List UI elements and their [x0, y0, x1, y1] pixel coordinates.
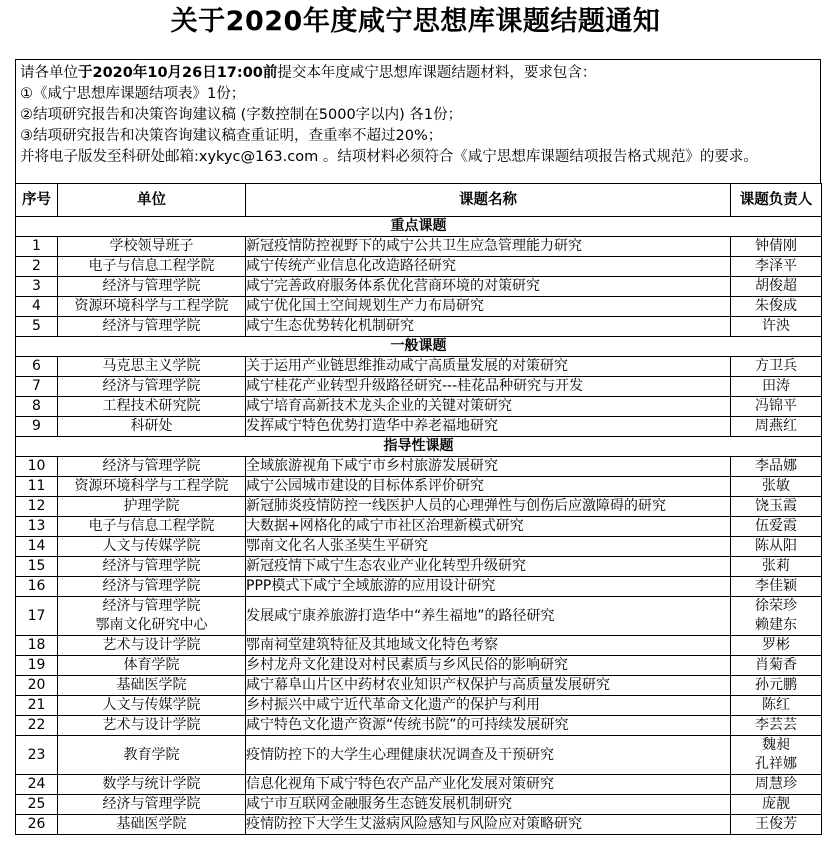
row-number: 24	[16, 775, 58, 795]
notice-text: 请各单位	[20, 65, 78, 81]
row-unit: 科研处	[58, 417, 246, 437]
row-number: 5	[16, 317, 58, 337]
unit-line: 鄂南文化研究中心	[95, 617, 208, 633]
table-row	[16, 795, 822, 815]
row-unit: 资源环境科学与工程学院	[58, 297, 246, 317]
row-number: 22	[16, 716, 58, 736]
row-lead: 伍爱霞	[731, 517, 822, 537]
notice-text: 提交本年度咸宁思想库课题结题材料，要求包含：	[277, 65, 597, 81]
header-topic: 课题名称	[246, 184, 731, 217]
table-row	[16, 775, 822, 795]
row-topic: 咸宁特色文化遗产资源“传统书院”的可持续发展研究	[246, 716, 731, 736]
row-lead: 周燕红	[731, 417, 822, 437]
row-unit: 工程技术研究院	[58, 397, 246, 417]
table-row	[16, 257, 822, 277]
table-row	[16, 477, 822, 497]
row-number: 7	[16, 377, 58, 397]
row-lead: 李佳颖	[731, 577, 822, 597]
header-lead: 课题负责人	[731, 184, 822, 217]
row-unit: 艺术与设计学院	[58, 716, 246, 736]
row-unit: 人文与传媒学院	[58, 696, 246, 716]
row-unit: 基础医学院	[58, 815, 246, 835]
row-lead: 钟倩刚	[731, 237, 822, 257]
page-title: 关于2020年度咸宁思想库课题结题通知	[170, 6, 661, 37]
table-row	[16, 736, 822, 775]
row-lead: 李品娜	[731, 457, 822, 477]
notice-line-5: 并将电子版发至科研处邮箱:xykyc@163.com 。结项材料必须符合《咸宁思想库课题结项报告格式规范》的要求。	[20, 149, 758, 165]
row-lead: 许泱	[731, 317, 822, 337]
row-unit: 经济与管理学院	[58, 795, 246, 815]
header-unit: 单位	[58, 184, 246, 217]
row-topic: 大数据+网格化的咸宁市社区治理新模式研究	[246, 517, 731, 537]
row-unit	[58, 597, 246, 636]
row-topic: 咸宁市互联网金融服务生态链发展机制研究	[246, 795, 731, 815]
row-lead: 李泽平	[731, 257, 822, 277]
row-unit: 数学与统计学院	[58, 775, 246, 795]
section-title: 重点课题	[16, 217, 822, 237]
row-topic: 疫情防控下大学生艾滋病风险感知与风险应对策略研究	[246, 815, 731, 835]
row-topic: 咸宁幕阜山片区中药材农业知识产权保护与高质量发展研究	[246, 676, 731, 696]
row-lead: 冯锦平	[731, 397, 822, 417]
row-topic: 乡村振兴中咸宁近代革命文化遗产的保护与利用	[246, 696, 731, 716]
row-number: 2	[16, 257, 58, 277]
lead-line: 徐荣珍	[755, 598, 797, 614]
table-row	[16, 517, 822, 537]
row-number: 26	[16, 815, 58, 835]
table-row	[16, 557, 822, 577]
row-unit: 艺术与设计学院	[58, 636, 246, 656]
lead-line: 魏昶	[762, 737, 790, 753]
row-number: 1	[16, 237, 58, 257]
row-lead: 王俊芳	[731, 815, 822, 835]
row-lead: 胡俊超	[731, 277, 822, 297]
row-unit: 教育学院	[58, 736, 246, 775]
row-topic: 乡村龙舟文化建设对村民素质与乡风民俗的影响研究	[246, 656, 731, 676]
table-row	[16, 716, 822, 736]
row-topic: 关于运用产业链思维推动咸宁高质量发展的对策研究	[246, 357, 731, 377]
table-row	[16, 815, 822, 835]
row-unit: 经济与管理学院	[58, 317, 246, 337]
section-row-general	[16, 337, 822, 357]
table-row	[16, 417, 822, 437]
row-lead: 罗彬	[731, 636, 822, 656]
row-number: 21	[16, 696, 58, 716]
row-unit: 经济与管理学院	[58, 457, 246, 477]
row-number: 14	[16, 537, 58, 557]
row-number: 15	[16, 557, 58, 577]
table-row	[16, 497, 822, 517]
row-topic: 咸宁完善政府服务体系优化营商环境的对策研究	[246, 277, 731, 297]
row-unit: 电子与信息工程学院	[58, 257, 246, 277]
table-row	[16, 577, 822, 597]
row-number: 3	[16, 277, 58, 297]
row-topic: PPP模式下咸宁全域旅游的应用设计研究	[246, 577, 731, 597]
row-topic: 新冠疫情下咸宁生态农业产业化转型升级研究	[246, 557, 731, 577]
row-lead: 庞靓	[731, 795, 822, 815]
table-row	[16, 636, 822, 656]
row-number: 11	[16, 477, 58, 497]
row-number: 16	[16, 577, 58, 597]
table-row	[16, 277, 822, 297]
row-number: 18	[16, 636, 58, 656]
row-topic: 咸宁生态优势转化机制研究	[246, 317, 731, 337]
table-row	[16, 297, 822, 317]
row-topic: 咸宁桂花产业转型升级路径研究---桂花品种研究与开发	[246, 377, 731, 397]
lead-line: 孔祥娜	[755, 756, 797, 772]
row-topic: 咸宁公园城市建设的目标体系评价研究	[246, 477, 731, 497]
table-row	[16, 537, 822, 557]
row-lead	[731, 597, 822, 636]
row-topic: 发挥咸宁特色优势打造华中养老福地研究	[246, 417, 731, 437]
row-number: 17	[16, 597, 58, 636]
row-topic: 鄂南文化名人张圣奘生平研究	[246, 537, 731, 557]
row-topic: 咸宁优化国土空间规划生产力布局研究	[246, 297, 731, 317]
deadline-text: 于2020年10月26日17:00前	[78, 65, 278, 81]
table-row	[16, 397, 822, 417]
unit-line: 经济与管理学院	[102, 598, 201, 614]
row-unit: 体育学院	[58, 656, 246, 676]
row-number: 13	[16, 517, 58, 537]
row-lead: 朱俊成	[731, 297, 822, 317]
notice-box	[15, 59, 821, 183]
row-lead: 张敏	[731, 477, 822, 497]
row-topic: 鄂南祠堂建筑特征及其地域文化特色考察	[246, 636, 731, 656]
row-unit: 经济与管理学院	[58, 377, 246, 397]
row-lead: 李芸芸	[731, 716, 822, 736]
row-number: 8	[16, 397, 58, 417]
row-unit: 经济与管理学院	[58, 277, 246, 297]
row-unit: 经济与管理学院	[58, 557, 246, 577]
row-unit: 马克思主义学院	[58, 357, 246, 377]
row-unit: 护理学院	[58, 497, 246, 517]
table-row	[16, 676, 822, 696]
row-topic: 新冠疫情防控视野下的咸宁公共卫生应急管理能力研究	[246, 237, 731, 257]
header-no: 序号	[16, 184, 58, 217]
row-lead: 张莉	[731, 557, 822, 577]
notice-line-3: ②结项研究报告和决策咨询建议稿 (字数控制在5000字以内) 各1份；	[20, 107, 463, 123]
table-row	[16, 457, 822, 477]
row-number: 6	[16, 357, 58, 377]
row-number: 4	[16, 297, 58, 317]
row-topic: 咸宁培育高新技术龙头企业的关键对策研究	[246, 397, 731, 417]
row-number: 25	[16, 795, 58, 815]
table-row	[16, 696, 822, 716]
row-topic: 全域旅游视角下咸宁市乡村旅游发展研究	[246, 457, 731, 477]
row-unit: 资源环境科学与工程学院	[58, 477, 246, 497]
notice-line-2: ①《咸宁思想库课题结项表》1份；	[20, 86, 246, 102]
section-row-guided	[16, 437, 822, 457]
row-lead: 孙元鹏	[731, 676, 822, 696]
row-topic: 新冠肺炎疫情防控一线医护人员的心理弹性与创伤后应激障碍的研究	[246, 497, 731, 517]
row-lead	[731, 736, 822, 775]
row-number: 23	[16, 736, 58, 775]
section-title: 指导性课题	[16, 437, 822, 457]
table-header-row	[16, 184, 822, 217]
row-unit: 基础医学院	[58, 676, 246, 696]
row-unit: 人文与传媒学院	[58, 537, 246, 557]
row-lead: 陈从阳	[731, 537, 822, 557]
section-title: 一般课题	[16, 337, 822, 357]
section-row-key	[16, 217, 822, 237]
row-unit: 经济与管理学院	[58, 577, 246, 597]
row-lead: 肖菊香	[731, 656, 822, 676]
row-lead: 饶玉霞	[731, 497, 822, 517]
row-lead: 方卫兵	[731, 357, 822, 377]
row-number: 20	[16, 676, 58, 696]
notice-line-4: ③结项研究报告和决策咨询建议稿查重证明，查重率不超过20%；	[20, 128, 443, 144]
row-topic: 发展咸宁康养旅游打造华中“养生福地”的路径研究	[246, 597, 731, 636]
table-row	[16, 237, 822, 257]
row-unit: 电子与信息工程学院	[58, 517, 246, 537]
row-topic: 咸宁传统产业信息化改造路径研究	[246, 257, 731, 277]
topics-table	[15, 183, 822, 835]
table-row	[16, 377, 822, 397]
lead-line: 赖建东	[755, 617, 797, 633]
row-lead: 陈红	[731, 696, 822, 716]
table-row	[16, 357, 822, 377]
notice-line-1	[20, 63, 820, 84]
row-number: 12	[16, 497, 58, 517]
row-lead: 田涛	[731, 377, 822, 397]
row-topic: 疫情防控下的大学生心理健康状况调查及干预研究	[246, 736, 731, 775]
row-topic: 信息化视角下咸宁特色农产品产业化发展对策研究	[246, 775, 731, 795]
table-row	[16, 656, 822, 676]
table-row	[16, 317, 822, 337]
row-number: 9	[16, 417, 58, 437]
table-row	[16, 597, 822, 636]
row-number: 10	[16, 457, 58, 477]
row-unit: 学校领导班子	[58, 237, 246, 257]
row-number: 19	[16, 656, 58, 676]
row-lead: 周慧珍	[731, 775, 822, 795]
